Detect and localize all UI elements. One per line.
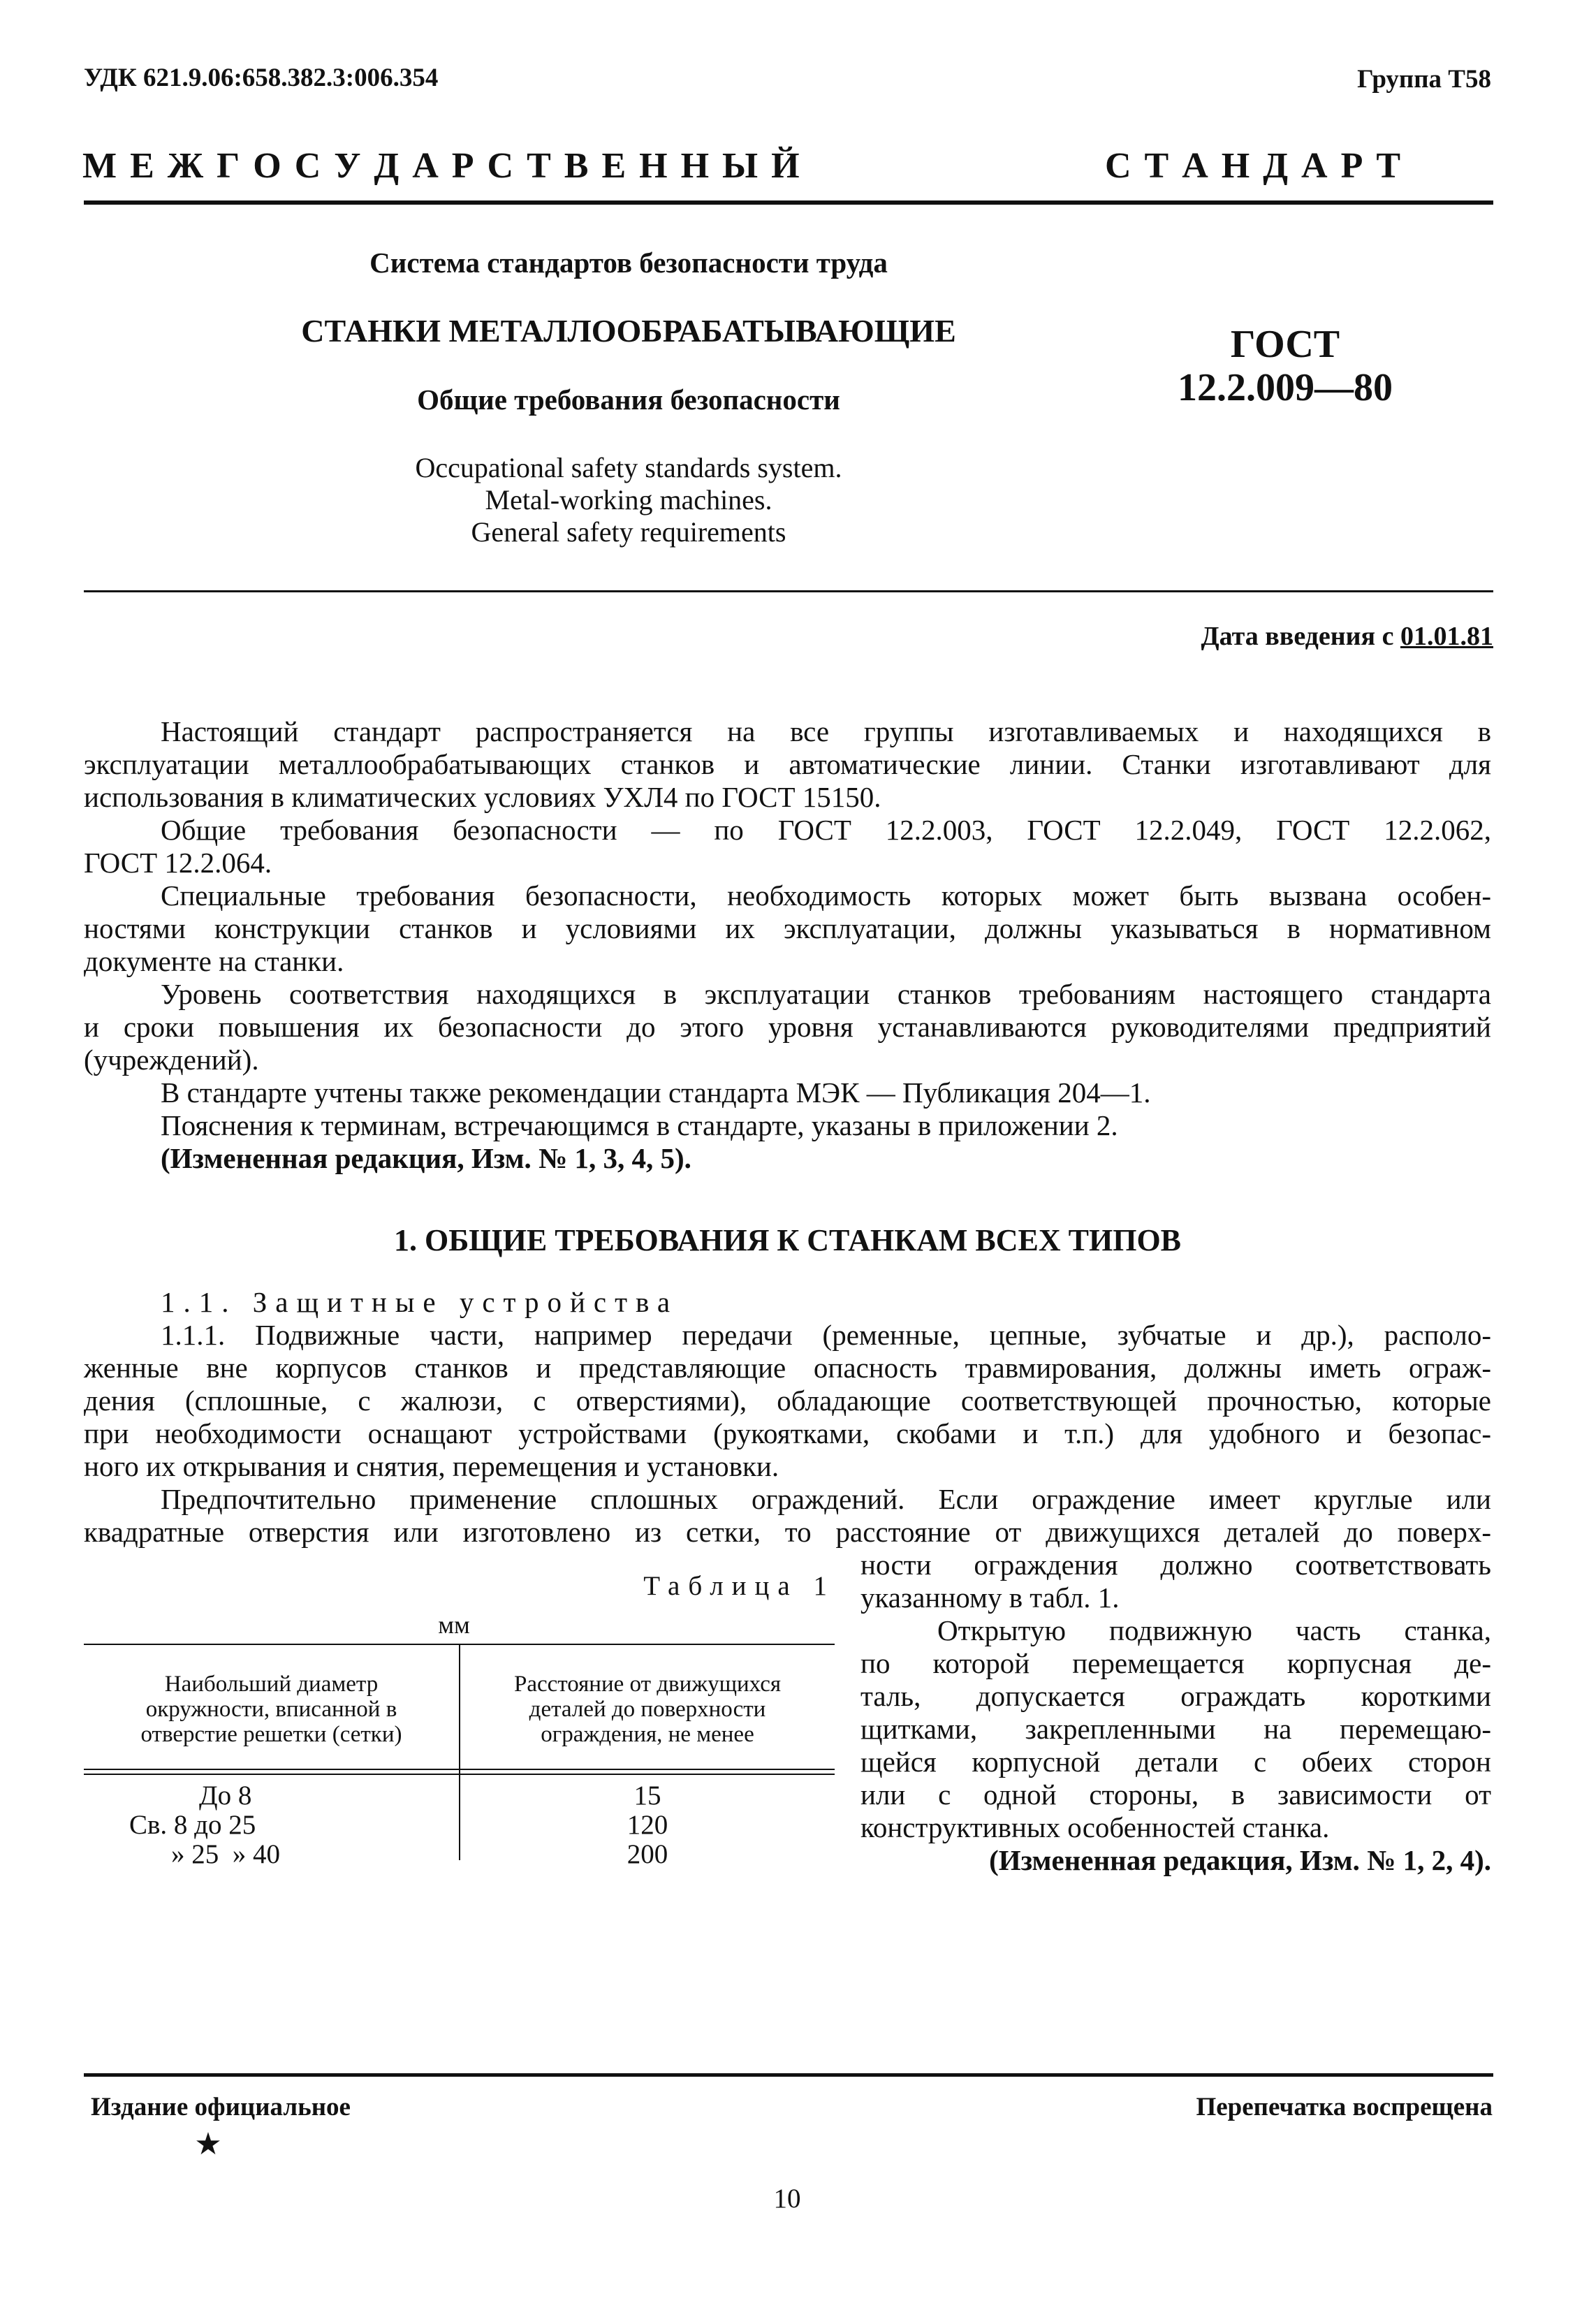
text-line: щитками, закрепленными на перемещаю- <box>860 1713 1491 1745</box>
text-line: женные вне корпусов станков и представляющие опасность травмирования, должны иметь ограж- <box>84 1352 1491 1384</box>
introduction-date <box>1201 620 1493 652</box>
text-line: Открытую подвижную часть станка, <box>937 1614 1491 1646</box>
edition-note <box>84 1142 1491 1175</box>
text-line: Общие требования безопасности — по ГОСТ 12.2.003, ГОСТ 12.2.049, ГОСТ 12.2.062, <box>161 814 1491 846</box>
table-cell-distance: 200 <box>627 1839 668 1869</box>
standards-system-title: Система стандартов безопасности труда <box>369 247 888 279</box>
star-icon: ★ <box>194 2127 222 2161</box>
english-title-line: Metal-working machines. <box>485 484 772 516</box>
preferred-guards-paragraph <box>84 1483 1491 1549</box>
text-line: документе на станки. <box>84 945 344 977</box>
section-1-heading: 1. ОБЩИЕ ТРЕБОВАНИЯ К СТАНКАМ ВСЕХ ТИПОВ <box>393 1223 1182 1257</box>
group-code: Группа Т58 <box>1357 65 1491 94</box>
english-title-line: General safety requirements <box>471 516 786 548</box>
gost-designation <box>1159 323 1411 409</box>
text-line: по которой перемещается корпусная де- <box>860 1647 1491 1679</box>
right-edition-note: (Измененная редакция, Изм. № 1, 2, 4). <box>989 1844 1491 1876</box>
text-line: щейся корпусной детали с обеих сторон <box>860 1746 1491 1778</box>
clause-1-1-1 <box>84 1319 1491 1483</box>
introduction-date-label: Дата введения с <box>1201 622 1400 651</box>
text-line: ного их открывания и снятия, перемещения и установки. <box>84 1450 779 1482</box>
table-row <box>84 1781 459 1869</box>
table-cell-distance: 120 <box>627 1810 668 1840</box>
text-line: таль, допускается ограждать короткими <box>860 1680 1491 1712</box>
reprint-prohibited: Перепечатка воспрещена <box>1196 2093 1493 2121</box>
text-line: 1.1.1. Подвижные части, например передачи (ременные, цепные, зубчатые и др.), располо- <box>161 1319 1491 1351</box>
text-line: эксплуатации металлообрабатывающих станков и автоматические линии. Станки изготавливают для <box>84 748 1491 780</box>
table-cell-distance: 15 <box>633 1781 661 1811</box>
intro-paragraph-6 <box>84 1109 1491 1142</box>
text-line: Специальные требования безопасности, необходимость которых может быть вызвана особен- <box>161 879 1491 912</box>
text-line: (учреждений). <box>84 1044 259 1076</box>
table-header-distance <box>460 1672 835 1747</box>
header-line: Расстояние от движущихся <box>513 1672 782 1697</box>
banner-interstate: М Е Ж Г О С У Д А Р С Т В Е Н Н Ы Й <box>82 146 802 186</box>
header-line: отверстие решетки (сетки) <box>140 1722 402 1747</box>
table-caption: Таблица 1 <box>643 1571 835 1601</box>
text-line: Настоящий стандарт распространяется на все группы изготавливаемых и находящихся в <box>161 715 1491 747</box>
right-column-continuation <box>860 1549 1491 1614</box>
open-moving-part-paragraph <box>860 1614 1491 1844</box>
document-subtitle: Общие требования безопасности <box>417 383 840 416</box>
intro-paragraph-2 <box>84 814 1491 879</box>
text-line: дения (сплошные, с жалюзи, с отверстиями), обладающие соответствующей прочностью, которые <box>84 1384 1491 1417</box>
text-line: указанному в табл. 1. <box>860 1581 1120 1614</box>
intro-paragraph-3 <box>84 879 1491 978</box>
text-line: при необходимости оснащают устройствами (рукоятками, скобами и т.п.) для удобного и безопас- <box>84 1417 1491 1449</box>
text-line: Уровень соответствия находящихся в эксплуатации станков требованиям настоящего стандарта <box>161 978 1491 1010</box>
text-line: или с одной стороны, в зависимости от <box>860 1778 1491 1811</box>
header-line: ограждения, не менее <box>541 1722 754 1747</box>
header-line: Наибольший диаметр <box>164 1672 379 1697</box>
text-line: использования в климатических условиях УХЛ4 по ГОСТ 15150. <box>84 781 881 813</box>
text-line: ГОСТ 12.2.064. <box>84 847 272 879</box>
table-row <box>460 1781 835 1869</box>
table-unit: мм <box>438 1611 470 1639</box>
gost-number: 12.2.009—80 <box>1178 366 1393 409</box>
intro-paragraph-5 <box>84 1076 1491 1109</box>
table-header-rule-2 <box>84 1774 835 1775</box>
introduction-date-value: 01.01.81 <box>1400 622 1493 651</box>
header-line: деталей до поверхности <box>529 1697 766 1722</box>
text-line: ностями конструкции станков и условиями их эксплуатации, должны указываться в нормативном <box>84 912 1491 944</box>
table-header-diameter <box>84 1672 459 1747</box>
table-cell-diameter: До 8 <box>199 1781 252 1811</box>
header-rule <box>84 200 1493 205</box>
english-title <box>265 452 992 548</box>
english-title-line: Occupational safety standards system. <box>415 452 842 483</box>
subsection-1-1-heading: 1.1. Защитные устройства <box>161 1286 679 1318</box>
text-line: В стандарте учтены также рекомендации стандарта МЭК — Публикация 204—1. <box>161 1076 1151 1109</box>
udk-code: УДК 621.9.06:658.382.3:006.354 <box>84 64 439 92</box>
text-line: Пояснения к терминам, встречающимся в стандарте, указаны в приложении 2. <box>161 1109 1118 1141</box>
intro-paragraph-1 <box>84 715 1491 814</box>
text-line: конструктивных особенностей станка. <box>860 1811 1330 1843</box>
table-cell-diameter: Св. 8 до 25 <box>129 1810 256 1840</box>
gost-label: ГОСТ <box>1230 323 1340 366</box>
title-rule <box>84 590 1493 592</box>
page-number: 10 <box>773 2184 801 2214</box>
intro-paragraph-4 <box>84 978 1491 1076</box>
text-line: ности ограждения должно соответствовать <box>860 1549 1491 1581</box>
text-line: и сроки повышения их безопасности до этого уровня устанавливаются руководителями предприятий <box>84 1011 1491 1043</box>
banner-standard: С Т А Н Д А Р Т <box>1105 146 1403 186</box>
document-title: СТАНКИ МЕТАЛЛООБРАБАТЫВАЮЩИЕ <box>301 313 956 349</box>
official-edition: Издание официальное <box>91 2093 351 2121</box>
footer-rule <box>84 2073 1493 2077</box>
text-line: квадратные отверстия или изготовлено из сетки, то расстояние от движущихся деталей до поверх- <box>84 1516 1491 1548</box>
text-line: (Измененная редакция, Изм. № 1, 3, 4, 5). <box>161 1142 691 1174</box>
header-line: окружности, вписанной в <box>145 1697 397 1722</box>
text-line: Предпочтительно применение сплошных ограждений. Если ограждение имеет круглые или <box>161 1483 1491 1515</box>
table-cell-diameter: » 25 » 40 <box>171 1839 280 1869</box>
table-header-rule <box>84 1769 835 1770</box>
